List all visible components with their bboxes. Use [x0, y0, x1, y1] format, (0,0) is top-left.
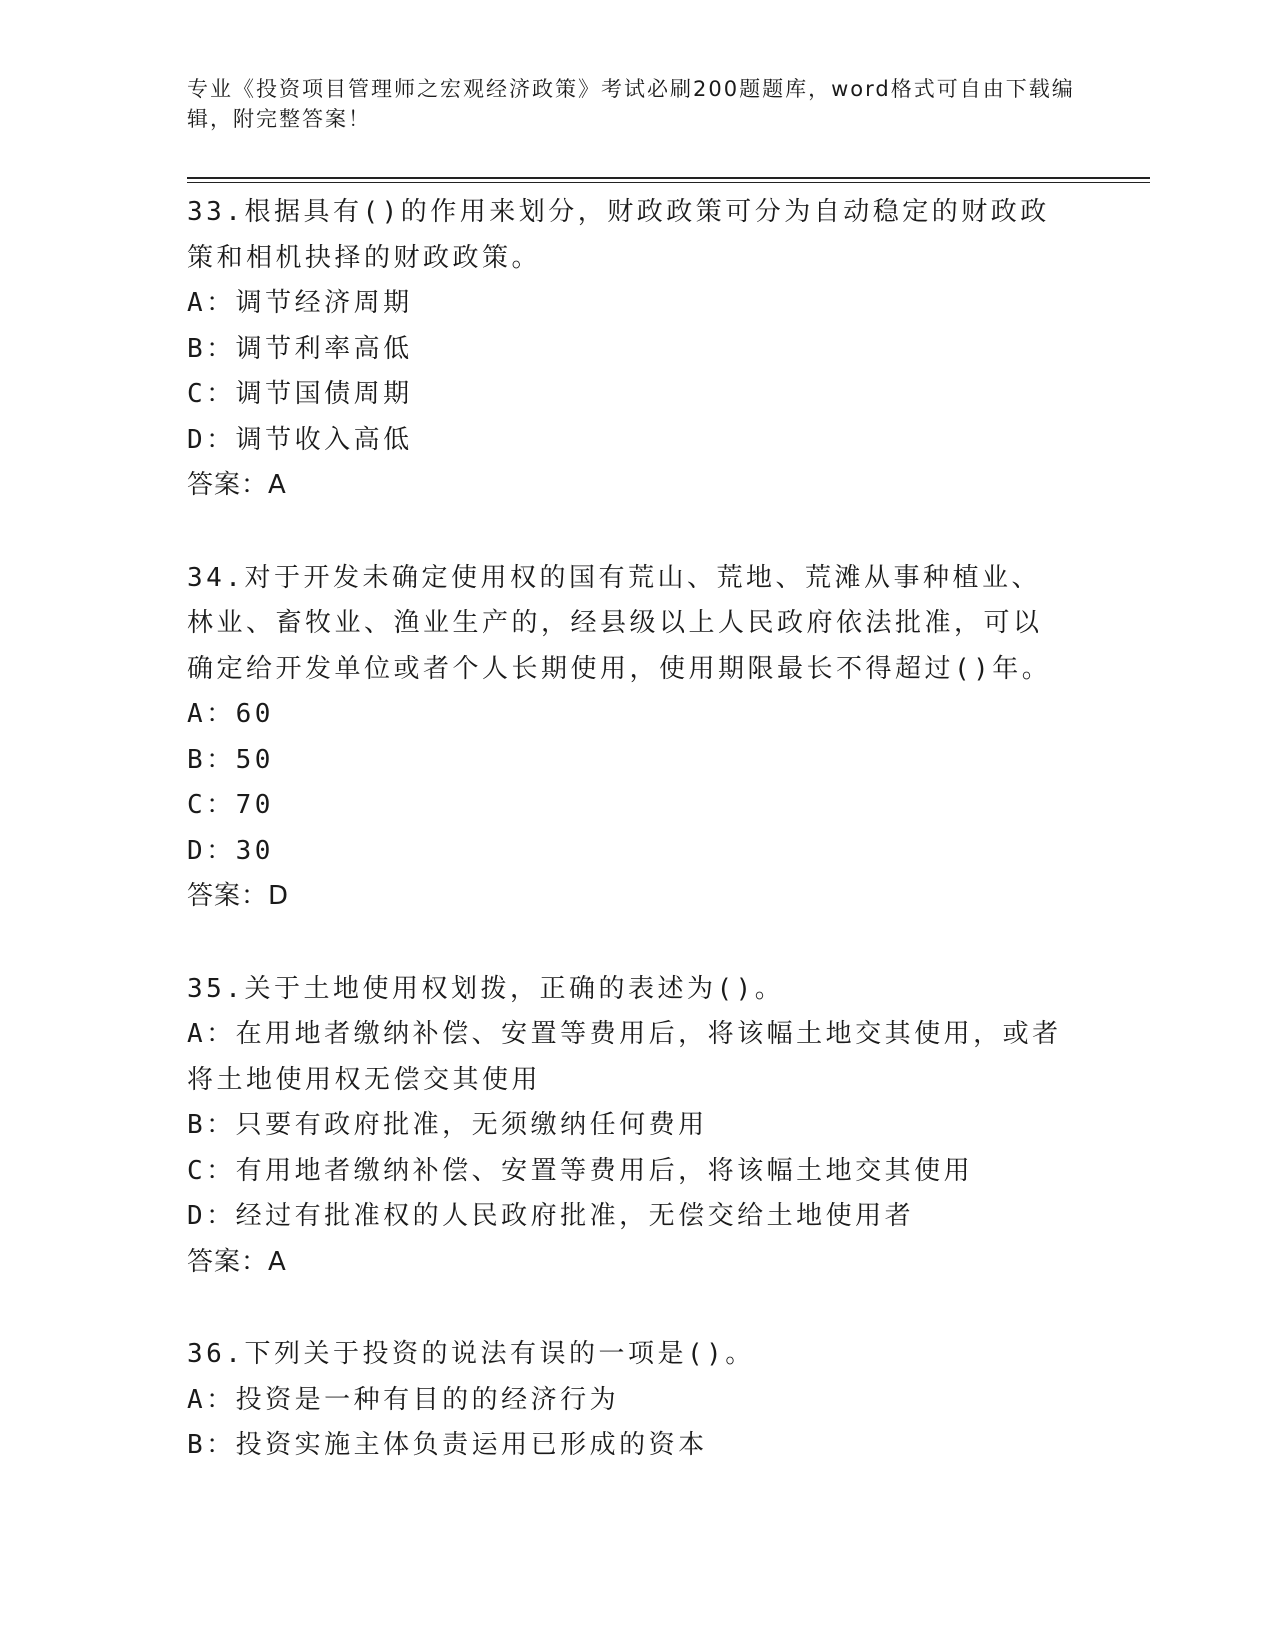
question-35 — [187, 967, 1067, 1286]
option-b: B：只要有政府批准，无须缴纳任何费用 — [187, 1110, 708, 1140]
option-a: A：投资是一种有目的的经济行为 — [187, 1384, 620, 1415]
question-stem: 36.下列关于投资的说法有误的一项是()。 — [187, 1339, 755, 1369]
answer: 答案：A — [187, 470, 287, 500]
option-b: B：调节利率高低 — [187, 333, 413, 364]
option-c: C：调节国债周期 — [187, 379, 413, 409]
option-c: C：有用地者缴纳补偿、安置等费用后，将该幅土地交其使用 — [187, 1155, 974, 1186]
option-b: B：投资实施主体负责运用已形成的资本 — [187, 1430, 708, 1460]
question-33 — [187, 190, 1067, 509]
question-stem: 33.根据具有()的作用来划分，财政政策可分为自动稳定的财政政策和相机抉择的财政政策。 — [187, 197, 1050, 273]
document-header: 专业《投资项目管理师之宏观经济政策》考试必刷200题题库，word格式可自由下载编辑，附完整答案！ — [187, 77, 1075, 131]
option-a: A：调节经济周期 — [187, 288, 413, 318]
option-b: B：50 — [187, 744, 274, 775]
option-a: A：60 — [187, 699, 274, 729]
question-36 — [187, 1332, 1067, 1469]
question-34 — [187, 556, 1067, 920]
question-list — [187, 190, 1067, 1516]
option-a: A：在用地者缴纳补偿、安置等费用后，将该幅土地交其使用，或者将土地使用权无偿交其使用 — [187, 1019, 1062, 1095]
option-d: D：30 — [187, 835, 274, 866]
question-stem: 35.关于土地使用权划拨，正确的表述为()。 — [187, 973, 785, 1004]
answer: 答案：D — [187, 881, 290, 911]
option-c: C：70 — [187, 790, 274, 820]
option-d: D：调节收入高低 — [187, 424, 413, 455]
header-rule-thin — [187, 182, 1150, 183]
answer: 答案：A — [187, 1246, 287, 1277]
option-d: D：经过有批准权的人民政府批准，无偿交给土地使用者 — [187, 1201, 915, 1231]
header-rule-thick — [187, 177, 1150, 179]
question-stem: 34.对于开发未确定使用权的国有荒山、荒地、荒滩从事种植业、林业、畜牧业、渔业生产的，经县级以上人民政府依法批准，可以确定给开发单位或者个人长期使用，使用期限最长不得超过()年。 — [187, 562, 1052, 684]
